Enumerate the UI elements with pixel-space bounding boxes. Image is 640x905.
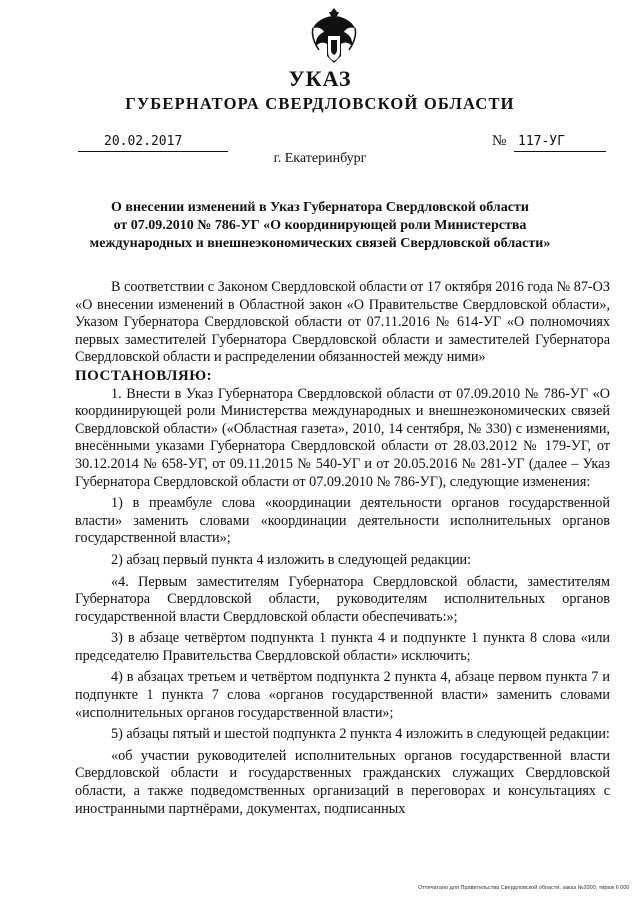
city: г. Екатеринбург <box>273 151 367 166</box>
heading-line: международных и внешнеэкономических связей Свердловской области» <box>89 236 551 251</box>
paragraph: 5) абзацы пятый и шестой подпункта 2 пункта 4 изложить в следующей редакции: <box>111 726 610 743</box>
document-date: 20.02.2017 <box>104 134 183 149</box>
document-number: 117-УГ <box>518 134 565 149</box>
paragraph: «4. Первым заместителям Губернатора Свердловской области, заместителям Губернатора Свердловской области, руководителям исполнительных органов государственной власти Свердловской области обеспечивать:»; <box>75 573 610 625</box>
coat-of-arms-icon <box>309 6 359 66</box>
paragraph: «об участии руководителей исполнительных органов государственной власти Свердловской области и государственных гражданских служащих Свердловской области, а также подведомственных организаций в переговорах и консультациях с иностранными партнёрами, документах, подписанных <box>75 747 610 817</box>
paragraph: 1. Внести в Указ Губернатора Свердловской области от 07.09.2010 № 786-УГ «О координирующей роли Министерства международных и внешнеэкономических связей Свердловской области» («Областная газета», 2010, 14 сентября, № 330) с изменениями, внесёнными указами Губернатора Свердловской области от 28.03.2012 № 179-УГ, от 30.12.2014 № 658-УГ, от 09.11.2015 № 540-УГ и от 20.05.2016 № 281-УГ (далее – Указ Губернатора Свердловской области от 07.09.2010 № 786-УГ), следующие изменения: <box>75 385 610 490</box>
heading-line: от 07.09.2010 № 786-УГ «О координирующей роли Министерства <box>113 218 527 233</box>
document-heading <box>60 199 580 253</box>
paragraph: 1) в преамбуле слова «координации деятельности органов государственной власти» заменить словами «координации деятельности исполнительных органов государственной власти»; <box>75 495 610 547</box>
document-body <box>75 279 610 818</box>
number-sign: № <box>492 133 507 149</box>
decree-word: ПОСТАНОВЛЯЮ: <box>75 367 213 384</box>
document-type: УКАЗ <box>288 66 352 91</box>
preamble: В соответствии с Законом Свердловской области от 17 октября 2016 года № 87-ОЗ «О внесении изменений в Областной закон «О Правительстве Свердловской области», Указом Губернатора Свердловской области от 07.11.2016 № 614-УГ «О полномочиях первых заместителей Губернатора Свердловской области и заместителей Губернатора Свердловской области и распределении обязанностей между ними» <box>75 279 610 366</box>
paragraph: 2) абзац первый пункта 4 изложить в следующей редакции: <box>111 551 472 568</box>
print-footer: Отпечатано для Правительства Свердловской области, заказ №2000, тираж 6 000 <box>418 885 630 891</box>
paragraph: 4) в абзацах третьем и четвёртом подпункта 2 пункта 4, абзаце первом пункта 7 и подпункте 1 пункта 7 слова «органов государственной власти» заменить словами «исполнительных органов государственной власти»; <box>75 669 610 721</box>
issuer: ГУБЕРНАТОРА СВЕРДЛОВСКОЙ ОБЛАСТИ <box>125 94 515 113</box>
heading-line: О внесении изменений в Указ Губернатора Свердловской области <box>111 200 529 215</box>
paragraph: 3) в абзаце четвёртом подпункта 1 пункта 4 и подпункте 1 пункта 8 слова «или председателю Правительства Свердловской области» исключить; <box>75 630 610 664</box>
